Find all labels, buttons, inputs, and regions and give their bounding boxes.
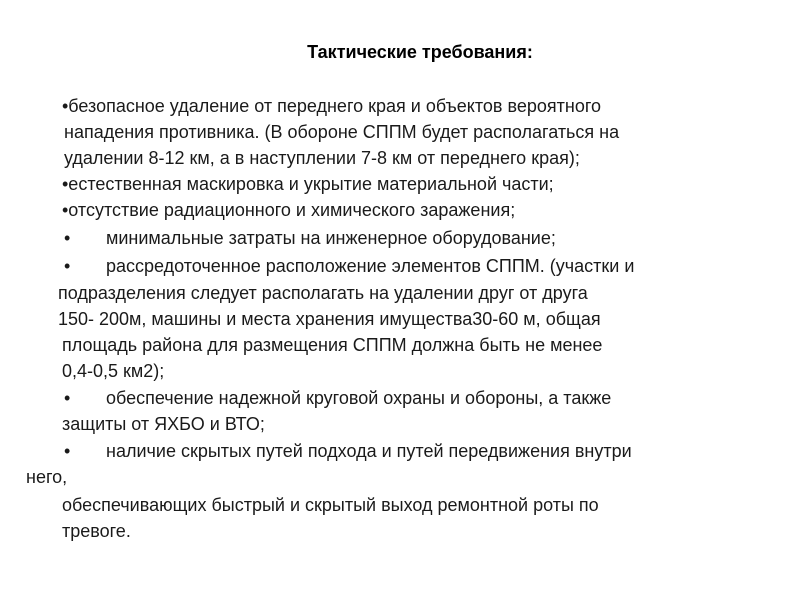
requirement-line bbox=[64, 386, 611, 410]
requirement-text: обеспечение надежной круговой охраны и обороны, а также bbox=[106, 388, 612, 408]
requirement-line: •естественная маскировка и укрытие материальной части; bbox=[62, 174, 554, 194]
requirement-line: подразделения следует располагать на удалении друг от друга bbox=[58, 283, 588, 303]
requirement-line: защиты от ЯХБО и ВТО; bbox=[62, 414, 265, 434]
requirement-line: нападения противника. (В обороне СППМ будет располагаться на bbox=[64, 122, 620, 142]
requirement-line: •безопасное удаление от переднего края и объектов вероятного bbox=[62, 96, 602, 116]
requirement-text: минимальные затраты на инженерное оборудование; bbox=[106, 228, 556, 248]
slide-title: Тактические требования: bbox=[307, 42, 533, 62]
requirement-line bbox=[64, 439, 632, 463]
requirement-line: •отсутствие радиационного и химического заражения; bbox=[62, 200, 516, 220]
bullet-icon: • bbox=[64, 256, 71, 276]
requirement-line bbox=[64, 226, 556, 250]
requirement-line: удалении 8-12 км, а в наступлении 7-8 км от переднего края); bbox=[64, 148, 580, 168]
requirement-line: площадь района для размещения СППМ должна быть не менее bbox=[62, 335, 603, 355]
requirement-text: рассредоточенное расположение элементов СППМ. (участки и bbox=[106, 256, 635, 276]
requirement-line: 0,4-0,5 км2); bbox=[62, 361, 165, 381]
bullet-icon: • bbox=[64, 228, 71, 248]
requirement-line: него, bbox=[26, 467, 68, 487]
requirement-line: 150- 200м, машины и места хранения имущества30-60 м, общая bbox=[58, 309, 601, 329]
requirement-text: наличие скрытых путей подхода и путей передвижения внутри bbox=[106, 441, 632, 461]
requirement-line: тревоге. bbox=[62, 521, 131, 541]
bullet-icon: • bbox=[64, 388, 71, 408]
bullet-icon: • bbox=[64, 441, 71, 461]
requirement-line: обеспечивающих быстрый и скрытый выход ремонтной роты по bbox=[62, 495, 599, 515]
requirement-line bbox=[64, 254, 634, 278]
